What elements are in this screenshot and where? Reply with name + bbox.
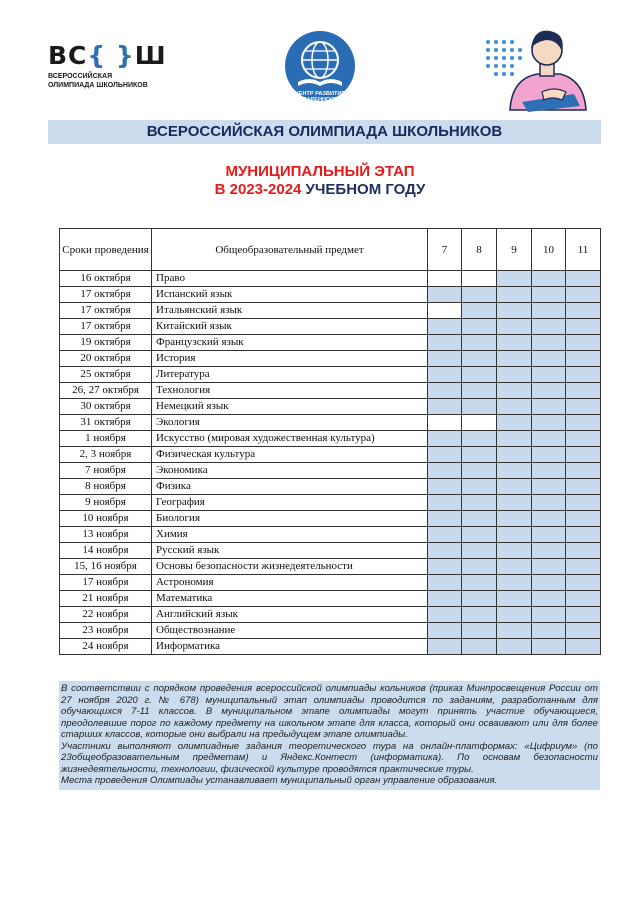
row-subject: Литература bbox=[152, 367, 428, 383]
grade-cell-9 bbox=[497, 335, 532, 351]
grade-cell-9 bbox=[497, 527, 532, 543]
table-row bbox=[60, 639, 601, 655]
row-date: 25 октября bbox=[60, 367, 152, 383]
student-writing-icon bbox=[482, 22, 592, 112]
grade-cell-8 bbox=[462, 415, 497, 431]
center-logo-line1: ЦЕНТР РАЗВИТИЯ bbox=[294, 91, 346, 97]
table-row bbox=[60, 527, 601, 543]
grade-cell-10 bbox=[532, 447, 566, 463]
stage-title-years: В 2023-2024 bbox=[214, 181, 302, 198]
grade-cell-10 bbox=[532, 367, 566, 383]
row-subject: Биология bbox=[152, 511, 428, 527]
grade-cell-7 bbox=[428, 543, 462, 559]
table-row bbox=[60, 335, 601, 351]
row-date: 9 ноября bbox=[60, 495, 152, 511]
grade-cell-7 bbox=[428, 559, 462, 575]
grade-cell-7 bbox=[428, 479, 462, 495]
grade-cell-9 bbox=[497, 399, 532, 415]
row-subject: Физика bbox=[152, 479, 428, 495]
student-illustration bbox=[482, 22, 592, 112]
grade-cell-8 bbox=[462, 431, 497, 447]
col-header-grade-10: 10 bbox=[532, 229, 566, 271]
grade-cell-10 bbox=[532, 415, 566, 431]
grade-cell-11 bbox=[566, 623, 601, 639]
row-date: 17 ноября bbox=[60, 575, 152, 591]
grade-cell-11 bbox=[566, 607, 601, 623]
table-row bbox=[60, 367, 601, 383]
grade-cell-9 bbox=[497, 559, 532, 575]
table-row bbox=[60, 303, 601, 319]
grade-cell-8 bbox=[462, 367, 497, 383]
grade-cell-9 bbox=[497, 271, 532, 287]
grade-cell-7 bbox=[428, 495, 462, 511]
grade-cell-9 bbox=[497, 543, 532, 559]
table-row bbox=[60, 543, 601, 559]
row-date: 17 октября bbox=[60, 319, 152, 335]
grade-cell-7 bbox=[428, 447, 462, 463]
grade-cell-8 bbox=[462, 495, 497, 511]
row-subject: Китайский язык bbox=[152, 319, 428, 335]
grade-cell-7 bbox=[428, 335, 462, 351]
note-paragraph-order: В соответствии с порядком проведения всероссийской олимпиады кольников (приказ Минпросвещения России от 27 ноября 2020 г. № 678) муниципальный этап олимпиады проводится по заданиям, разработанным для обучающихся 7-11 классов. В муниципальном этапе олимпиады могут принять участие обучающиеся, преодолевшие порог по каждому предмету на школьном этапе для класса, который они осваивают или для более старших классов, которые они выбрали на предыдущем этапе олимпиады. bbox=[61, 683, 598, 740]
grade-cell-7 bbox=[428, 431, 462, 447]
logo-brackets-icon: { } bbox=[87, 41, 135, 70]
grade-cell-10 bbox=[532, 335, 566, 351]
stage-title bbox=[0, 163, 640, 199]
grade-cell-8 bbox=[462, 351, 497, 367]
grade-cell-7 bbox=[428, 591, 462, 607]
grade-cell-8 bbox=[462, 479, 497, 495]
grade-cell-11 bbox=[566, 559, 601, 575]
grade-cell-9 bbox=[497, 287, 532, 303]
grade-cell-11 bbox=[566, 303, 601, 319]
grade-cell-8 bbox=[462, 399, 497, 415]
row-date: 1 ноября bbox=[60, 431, 152, 447]
table-row bbox=[60, 479, 601, 495]
grade-cell-10 bbox=[532, 511, 566, 527]
grade-cell-8 bbox=[462, 575, 497, 591]
grade-cell-8 bbox=[462, 559, 497, 575]
grade-cell-8 bbox=[462, 527, 497, 543]
row-date: 16 октября bbox=[60, 271, 152, 287]
table-row bbox=[60, 447, 601, 463]
grade-cell-7 bbox=[428, 527, 462, 543]
table-row bbox=[60, 623, 601, 639]
grade-cell-10 bbox=[532, 623, 566, 639]
grade-cell-8 bbox=[462, 335, 497, 351]
note-paragraph-platforms: Участники выполняют олимпиадные задания теоретического тура на онлайн-платформах: «Цифриум» (по 23общеобразовательным предметам) и Яндекс.Контест (информатика). По основам безопасности жизнедеятельности, технологии, физической культуре проводятся практические туры. bbox=[61, 740, 598, 775]
grade-cell-9 bbox=[497, 303, 532, 319]
col-header-grade-9: 9 bbox=[497, 229, 532, 271]
row-subject: Математика bbox=[152, 591, 428, 607]
grade-cell-8 bbox=[462, 511, 497, 527]
row-subject: Информатика bbox=[152, 639, 428, 655]
grade-cell-7 bbox=[428, 415, 462, 431]
grade-cell-11 bbox=[566, 383, 601, 399]
row-subject: География bbox=[152, 495, 428, 511]
grade-cell-7 bbox=[428, 287, 462, 303]
row-subject: Испанский язык bbox=[152, 287, 428, 303]
grade-cell-7 bbox=[428, 463, 462, 479]
grade-cell-7 bbox=[428, 511, 462, 527]
col-header-dates: Сроки проведения bbox=[60, 229, 152, 271]
grade-cell-10 bbox=[532, 591, 566, 607]
schedule-table bbox=[59, 228, 601, 655]
grade-cell-10 bbox=[532, 431, 566, 447]
table-row bbox=[60, 463, 601, 479]
row-subject: Технология bbox=[152, 383, 428, 399]
grade-cell-11 bbox=[566, 511, 601, 527]
row-date: 20 октября bbox=[60, 351, 152, 367]
grade-cell-10 bbox=[532, 287, 566, 303]
grade-cell-7 bbox=[428, 303, 462, 319]
grade-cell-8 bbox=[462, 639, 497, 655]
grade-cell-9 bbox=[497, 495, 532, 511]
row-subject: Итальянский язык bbox=[152, 303, 428, 319]
grade-cell-11 bbox=[566, 351, 601, 367]
row-subject: Астрономия bbox=[152, 575, 428, 591]
table-row bbox=[60, 271, 601, 287]
grade-cell-7 bbox=[428, 319, 462, 335]
grade-cell-8 bbox=[462, 543, 497, 559]
grade-cell-8 bbox=[462, 607, 497, 623]
grade-cell-10 bbox=[532, 319, 566, 335]
grade-cell-10 bbox=[532, 575, 566, 591]
grade-cell-11 bbox=[566, 287, 601, 303]
table-row bbox=[60, 383, 601, 399]
row-subject: Французский язык bbox=[152, 335, 428, 351]
row-date: 23 ноября bbox=[60, 623, 152, 639]
grade-cell-7 bbox=[428, 367, 462, 383]
grade-cell-8 bbox=[462, 383, 497, 399]
col-header-grade-7: 7 bbox=[428, 229, 462, 271]
row-subject: Химия bbox=[152, 527, 428, 543]
grade-cell-7 bbox=[428, 399, 462, 415]
grade-cell-7 bbox=[428, 383, 462, 399]
grade-cell-8 bbox=[462, 319, 497, 335]
row-date: 24 ноября bbox=[60, 639, 152, 655]
grade-cell-10 bbox=[532, 463, 566, 479]
grade-cell-9 bbox=[497, 575, 532, 591]
row-subject: Физическая культура bbox=[152, 447, 428, 463]
grade-cell-9 bbox=[497, 367, 532, 383]
grade-cell-11 bbox=[566, 575, 601, 591]
row-subject: Основы безопасности жизнедеятельности bbox=[152, 559, 428, 575]
grade-cell-8 bbox=[462, 591, 497, 607]
grade-cell-11 bbox=[566, 367, 601, 383]
grade-cell-8 bbox=[462, 447, 497, 463]
grade-cell-7 bbox=[428, 271, 462, 287]
row-date: 10 ноября bbox=[60, 511, 152, 527]
table-row bbox=[60, 319, 601, 335]
grade-cell-11 bbox=[566, 271, 601, 287]
vsosh-logo-brand: ВС{ }Ш bbox=[48, 41, 167, 70]
grade-cell-9 bbox=[497, 383, 532, 399]
grade-cell-9 bbox=[497, 511, 532, 527]
grade-cell-8 bbox=[462, 271, 497, 287]
col-header-grade-11: 11 bbox=[566, 229, 601, 271]
grade-cell-8 bbox=[462, 287, 497, 303]
row-date: 15, 16 ноября bbox=[60, 559, 152, 575]
grade-cell-10 bbox=[532, 607, 566, 623]
row-date: 26, 27 октября bbox=[60, 383, 152, 399]
grade-cell-7 bbox=[428, 639, 462, 655]
grade-cell-7 bbox=[428, 623, 462, 639]
table-row bbox=[60, 575, 601, 591]
row-subject: Немецкий язык bbox=[152, 399, 428, 415]
grade-cell-10 bbox=[532, 543, 566, 559]
grade-cell-11 bbox=[566, 495, 601, 511]
row-subject: Право bbox=[152, 271, 428, 287]
grade-cell-10 bbox=[532, 559, 566, 575]
olympiad-banner: ВСЕРОССИЙСКАЯ ОЛИМПИАДА ШКОЛЬНИКОВ bbox=[48, 120, 601, 144]
grade-cell-9 bbox=[497, 319, 532, 335]
grade-cell-11 bbox=[566, 591, 601, 607]
table-row bbox=[60, 495, 601, 511]
center-logo-line2: ОДАРЕННОСТИ bbox=[298, 97, 342, 102]
grade-cell-11 bbox=[566, 399, 601, 415]
grade-cell-10 bbox=[532, 303, 566, 319]
grade-cell-11 bbox=[566, 447, 601, 463]
row-date: 8 ноября bbox=[60, 479, 152, 495]
row-subject: Русский язык bbox=[152, 543, 428, 559]
grade-cell-11 bbox=[566, 543, 601, 559]
row-date: 19 октября bbox=[60, 335, 152, 351]
grade-cell-10 bbox=[532, 527, 566, 543]
grade-cell-7 bbox=[428, 351, 462, 367]
table-row bbox=[60, 431, 601, 447]
table-row bbox=[60, 399, 601, 415]
row-date: 2, 3 ноября bbox=[60, 447, 152, 463]
grade-cell-9 bbox=[497, 415, 532, 431]
globe-book-icon bbox=[284, 30, 356, 102]
grade-cell-8 bbox=[462, 463, 497, 479]
stage-title-year-label: УЧЕБНОМ ГОДУ bbox=[301, 181, 426, 198]
grade-cell-7 bbox=[428, 607, 462, 623]
grade-cell-8 bbox=[462, 303, 497, 319]
row-date: 22 ноября bbox=[60, 607, 152, 623]
grade-cell-9 bbox=[497, 591, 532, 607]
grade-cell-9 bbox=[497, 463, 532, 479]
row-subject: Экономика bbox=[152, 463, 428, 479]
row-date: 17 октября bbox=[60, 303, 152, 319]
table-row bbox=[60, 415, 601, 431]
grade-cell-9 bbox=[497, 431, 532, 447]
row-date: 21 ноября bbox=[60, 591, 152, 607]
row-subject: Искусство (мировая художественная культура) bbox=[152, 431, 428, 447]
row-date: 14 ноября bbox=[60, 543, 152, 559]
grade-cell-11 bbox=[566, 319, 601, 335]
grade-cell-10 bbox=[532, 479, 566, 495]
table-row bbox=[60, 287, 601, 303]
vsosh-logo bbox=[48, 42, 198, 90]
row-date: 7 ноября bbox=[60, 463, 152, 479]
row-date: 13 ноября bbox=[60, 527, 152, 543]
grade-cell-9 bbox=[497, 639, 532, 655]
col-header-grade-8: 8 bbox=[462, 229, 497, 271]
giftedness-center-logo bbox=[272, 30, 368, 102]
grade-cell-9 bbox=[497, 479, 532, 495]
note-paragraph-venues: Места проведения Олимпиады устанавливает муниципальный орган управление образования. bbox=[61, 775, 498, 786]
col-header-subject: Общеобразовательный предмет bbox=[152, 229, 428, 271]
table-row bbox=[60, 351, 601, 367]
grade-cell-10 bbox=[532, 495, 566, 511]
grade-cell-11 bbox=[566, 335, 601, 351]
table-header-row bbox=[60, 229, 601, 271]
row-date: 30 октября bbox=[60, 399, 152, 415]
schedule-body bbox=[60, 271, 601, 655]
grade-cell-9 bbox=[497, 607, 532, 623]
vsosh-logo-subtitle: ВСЕРОССИЙСКАЯ ОЛИМПИАДА ШКОЛЬНИКОВ bbox=[48, 73, 148, 89]
grade-cell-10 bbox=[532, 271, 566, 287]
grade-cell-9 bbox=[497, 623, 532, 639]
grade-cell-8 bbox=[462, 623, 497, 639]
grade-cell-9 bbox=[497, 351, 532, 367]
grade-cell-10 bbox=[532, 399, 566, 415]
grade-cell-9 bbox=[497, 447, 532, 463]
grade-cell-11 bbox=[566, 639, 601, 655]
row-date: 31 октября bbox=[60, 415, 152, 431]
stage-title-line1: МУНИЦИПАЛЬНЫЙ ЭТАП bbox=[225, 163, 415, 180]
table-row bbox=[60, 559, 601, 575]
grade-cell-11 bbox=[566, 479, 601, 495]
grade-cell-11 bbox=[566, 415, 601, 431]
row-subject: Английский язык bbox=[152, 607, 428, 623]
table-row bbox=[60, 591, 601, 607]
row-date: 17 октября bbox=[60, 287, 152, 303]
grade-cell-11 bbox=[566, 463, 601, 479]
grade-cell-11 bbox=[566, 527, 601, 543]
row-subject: Обществознание bbox=[152, 623, 428, 639]
table-row bbox=[60, 511, 601, 527]
table-row bbox=[60, 607, 601, 623]
grade-cell-10 bbox=[532, 639, 566, 655]
grade-cell-10 bbox=[532, 383, 566, 399]
row-subject: Экология bbox=[152, 415, 428, 431]
grade-cell-7 bbox=[428, 575, 462, 591]
grade-cell-11 bbox=[566, 431, 601, 447]
row-subject: История bbox=[152, 351, 428, 367]
info-note bbox=[59, 681, 600, 790]
grade-cell-10 bbox=[532, 351, 566, 367]
